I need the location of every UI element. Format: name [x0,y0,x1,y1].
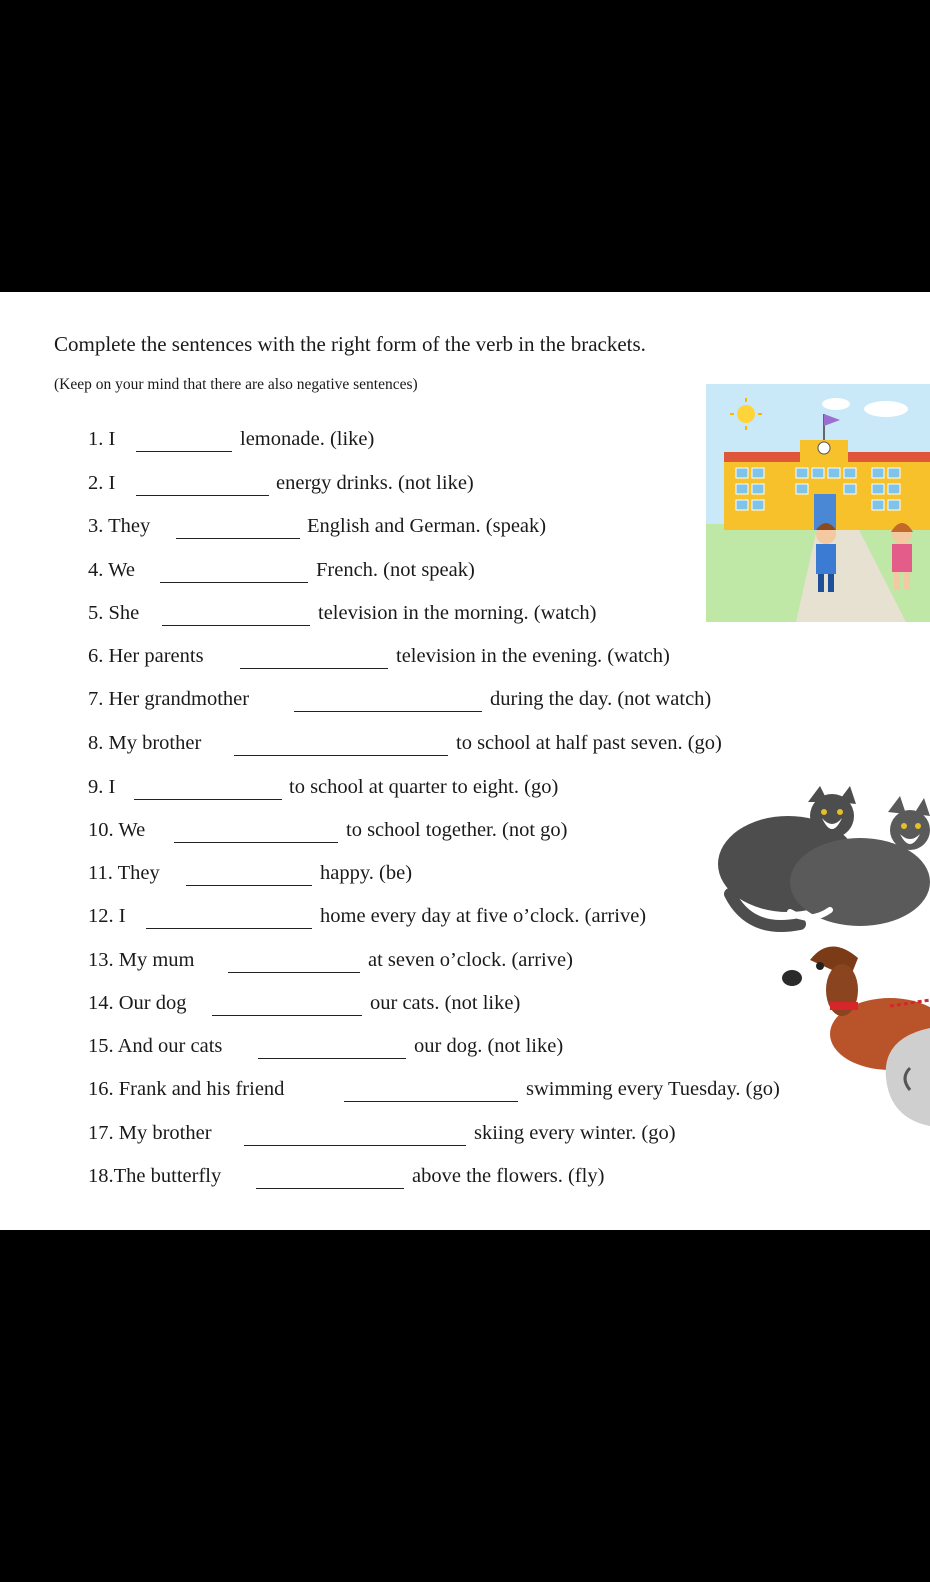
school-illustration [706,384,930,622]
answer-blank[interactable] [244,1145,466,1146]
answer-blank[interactable] [212,1015,362,1016]
answer-blank[interactable] [256,1188,404,1189]
worksheet-page: Complete the sentences with the right form of the verb in the brackets. (Keep on your mind that there are also negative sentences) 1. I lemonade. (like) 2. I energy drinks. (not like) 3. They English and German. (speak) 4. We French. (not speak) 5. She television in the morning. (watch) 6. Her parents television in the evening. (watch) 7. Her grandmother during the day. (not watch) 8. My brother to school at half past seven. (go) 9. I to school at quarter to eight. (go) 10. We to school together. (not go) 11. They happy. (be) 12. I home every day at five o’clock. (arrive) 13. My mum at seven o’clock. (arrive) 14. Our dog our cats. (not like) 15. And our cats our dog. (not like) 16. Frank and his friend swimming every Tuesday. (go) 17. My brother skiing every winter. (go) 18.The butterfly above the flowers. (fly) [0,292,930,1230]
answer-blank[interactable] [134,799,282,800]
worksheet-instructions: (Keep on your mind that there are also negative sentences) [54,376,418,393]
worksheet-title: Complete the sentences with the right form of the verb in the brackets. [54,332,646,356]
answer-blank[interactable] [186,885,312,886]
answer-blank[interactable] [294,711,482,712]
answer-blank[interactable] [174,842,338,843]
answer-blank[interactable] [162,625,310,626]
answer-blank[interactable] [136,495,269,496]
answer-blank[interactable] [344,1101,518,1102]
answer-blank[interactable] [136,451,232,452]
cats-illustration [710,784,930,944]
answer-blank[interactable] [146,928,312,929]
answer-blank[interactable] [240,668,388,669]
answer-blank[interactable] [176,538,300,539]
answer-blank[interactable] [228,972,360,973]
answer-blank[interactable] [258,1058,406,1059]
hand-illustration [872,1028,930,1126]
answer-blank[interactable] [160,582,308,583]
answer-blank[interactable] [234,755,448,756]
